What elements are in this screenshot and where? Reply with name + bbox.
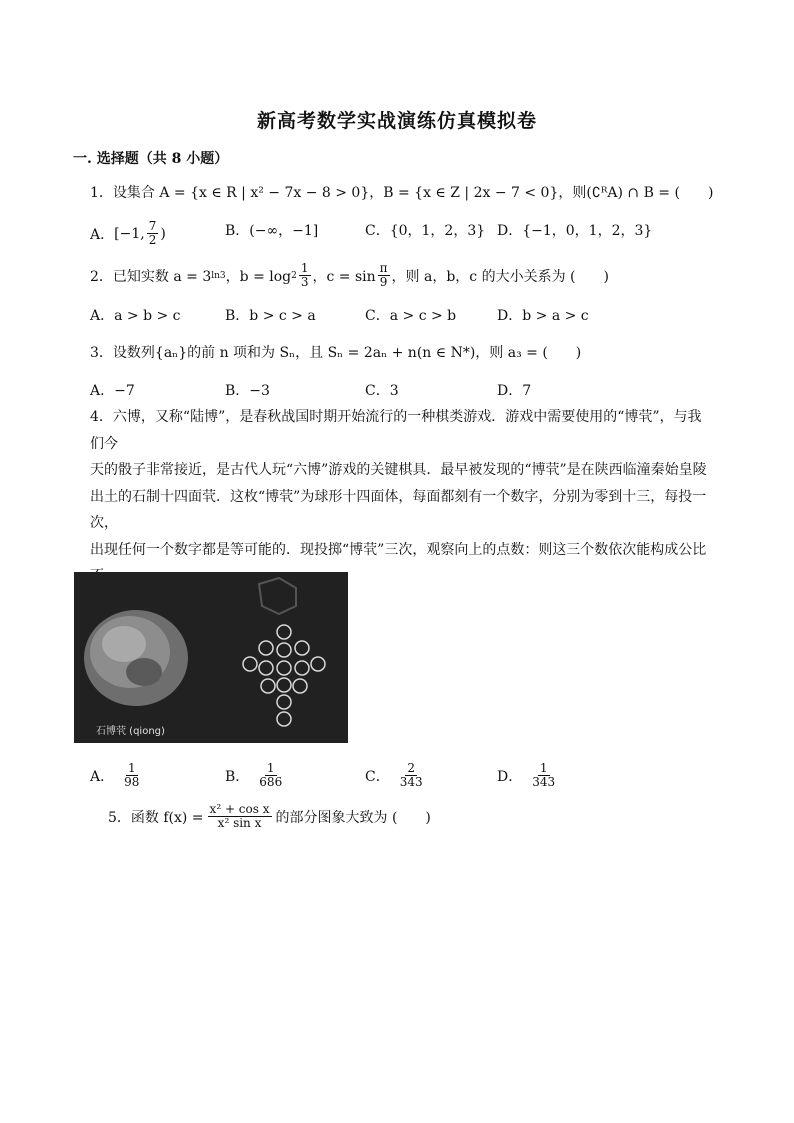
q3-option-d[interactable]: D．7 (497, 383, 532, 399)
q1-option-b[interactable]: B．(−∞，−1] (225, 223, 319, 239)
section-heading: 一. 选择题（共 8 小题） (73, 151, 229, 167)
q5-function-fraction: $\frac{\text{x² + cos x}}{\text{x² sin x}}$ (209, 802, 270, 830)
q2-option-c[interactable]: C．a > c > b (365, 308, 457, 324)
q2-option-b[interactable]: B．b > c > a (225, 308, 316, 324)
q3-option-a[interactable]: A．−7 (90, 383, 135, 399)
photo-caption: 石博茕 (qiong) (96, 726, 165, 737)
q4-option-b[interactable]: B． $\frac{1}{686}$ (225, 761, 283, 789)
question-1-options (90, 220, 710, 248)
q2-option-d[interactable]: D．b > a > c (497, 308, 589, 324)
q2-fraction-one-third: $\frac{1}{3}$ (300, 261, 309, 289)
question-5-stem: 5．函数 f(x) = $\frac{\text{x² + cos x}}{\text{x² sin x}}$ 的部分图象大致为 ( ) (108, 802, 431, 830)
boqiong-photo (74, 572, 348, 743)
question-2-stem: 2．已知实数 a = 3 ln3 ，b = log 2 $\frac{1}{3}$ ，c = sin $\frac{\pi}{9}$ ，则 a，b，c 的大小关系为 ( ) (90, 261, 609, 289)
question-1-stem: 1．设集合 A = {x ∈ R | x² − 7x − 8 > 0}，B = {x ∈ Z | 2x − 7 < 0}，则(∁ᴿA) ∩ B = ( ) (90, 185, 714, 201)
q3-option-c[interactable]: C．3 (365, 383, 399, 399)
q4-option-a[interactable]: A． $\frac{1}{98}$ (90, 761, 140, 789)
question-2-options (90, 305, 710, 333)
q1-option-d[interactable]: D．{−1，0，1，2，3} (497, 223, 653, 239)
question-4-stem: 4．六博，又称“陆博”，是春秋战国时期开始流行的一种棋类游戏．游戏中需要使用的“博茕”，与我们今 天的骰子非常接近，是古代人玩“六博”游戏的关键棋具．最早被发现的“博茕”是在陕西临潼秦始皇陵 出土的石制十四面茕．这枚“博茕”为球形十四面体，每面都刻有一个数字，分别为零到十三，每投一次， 出现任何一个数字都是等可能的．现投掷“博茕”三次，观察向上的点数：则这三个数依次能构成公比 (90, 409, 707, 558)
q3-option-b[interactable]: B．−3 (225, 383, 270, 399)
q4-option-c[interactable]: C． $\frac{2}{343}$ (365, 761, 423, 789)
q4-option-d[interactable]: D． $\frac{1}{343}$ (497, 761, 556, 789)
question-3-stem: 3．设数列{aₙ}的前 n 项和为 Sₙ，且 Sₙ = 2aₙ + n(n ∈ N*)，则 a₃ = ( ) (90, 345, 582, 361)
question-4-options (90, 762, 710, 796)
q1-option-a[interactable]: A． [−1, $\frac{7}{2}$ ) (90, 219, 166, 247)
page-title: 新高考数学实战演练仿真模拟卷 (256, 110, 537, 132)
q1-option-c[interactable]: C．{0，1，2，3} (365, 223, 486, 239)
q2-fraction-pi-ninth: $\frac{\pi}{9}$ (379, 261, 388, 289)
q2-option-a[interactable]: A．a > b > c (90, 308, 181, 324)
q1-option-a-fraction: $\frac{7}{2}$ (148, 219, 157, 247)
